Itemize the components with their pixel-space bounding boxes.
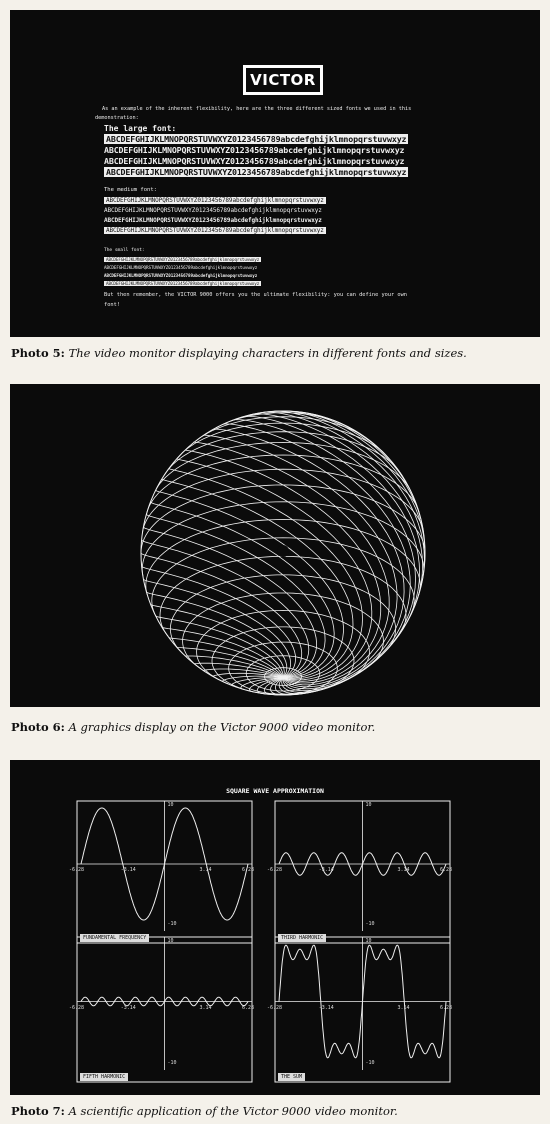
small-font-line: ABCDEFGHIJKLMNOPQRSTUVWXYZ0123456789abcdefghijklmnopqrstuvwxyz [106, 257, 260, 262]
y-max-tick-label: 10 [365, 938, 372, 944]
y-min-tick-label: -10 [167, 1060, 177, 1066]
photo-6-graphics-display [10, 384, 540, 707]
intro-line-2: demonstration: [95, 115, 139, 121]
panel-label: THIRD HARMONIC [278, 934, 326, 942]
large-font-heading: The large font: [104, 124, 177, 133]
large-font-line: ABCDEFGHIJKLMNOPQRSTUVWXYZ0123456789abcdefghijklmnopqrstuvwxyz [104, 145, 405, 155]
x-max-tick-label: 6.28 [440, 867, 453, 873]
y-min-tick-label: -10 [365, 921, 375, 927]
intro-line-1: As an example of the inherent flexibility, here are the three different sized fonts we used in this [102, 106, 412, 112]
medium-font-line: ABCDEFGHIJKLMNOPQRSTUVWXYZ0123456789abcdefghijklmnopqrstuvwxyz [104, 207, 322, 214]
photo-5-caption [11, 346, 541, 360]
x-neg-tick-label: -3.14 [318, 1004, 334, 1011]
victor-logo-text: VICTOR [250, 71, 316, 89]
y-min-tick-label: -10 [365, 1060, 375, 1066]
medium-font-line: ABCDEFGHIJKLMNOPQRSTUVWXYZ0123456789abcdefghijklmnopqrstuvwxyz [106, 227, 324, 234]
photo-6-caption [11, 720, 541, 734]
sphere-spiral-line [185, 656, 283, 678]
small-font-line: ABCDEFGHIJKLMNOPQRSTUVWXYZ0123456789abcdefghijklmnopqrstuvwxyz [104, 265, 258, 270]
x-pos-tick-label: 3.14 [397, 1004, 410, 1011]
x-pos-tick-label: 3.14 [397, 867, 410, 873]
x-pos-tick-label: 3.14 [199, 867, 212, 873]
x-max-tick-label: 6.28 [440, 1004, 453, 1011]
y-max-tick-label: 10 [167, 802, 174, 808]
x-neg-tick-label: -3.14 [120, 1004, 136, 1011]
x-min-tick-label: -6.28 [267, 1004, 283, 1011]
panel-label: FIFTH HARMONIC [80, 1073, 128, 1081]
panel-label: FUNDAMENTAL FREQUENCY [80, 934, 149, 942]
victor-logo [243, 65, 323, 95]
small-font-line: ABCDEFGHIJKLMNOPQRSTUVWXYZ0123456789abcdefghijklmnopqrstuvwxyz [106, 281, 260, 286]
wave-plot-panel [77, 937, 255, 1082]
graph-title: SQUARE WAVE APPROXIMATION [226, 787, 324, 795]
medium-font-heading: The medium font: [104, 187, 157, 193]
small-font-heading: The small font: [104, 248, 145, 253]
small-font-line: ABCDEFGHIJKLMNOPQRSTUVWXYZ0123456789abcdefghijklmnopqrstuvwxyz [104, 273, 258, 278]
outro-line-1: But then remember, the VICTOR 9000 offers you the ultimate flexibility: you can define your own [104, 292, 407, 298]
sphere-spiral-line [146, 514, 325, 677]
sphere-graphic [10, 384, 540, 707]
sphere-spiral-line [141, 553, 302, 678]
y-max-tick-label: 10 [167, 938, 174, 944]
wave-plot-panel [275, 937, 453, 1082]
sphere-pole [277, 545, 289, 557]
sphere-spiral-line [249, 412, 416, 692]
x-neg-tick-label: -3.14 [120, 867, 136, 873]
photo-5-caption-text: The video monitor displaying characters in different fonts and sizes. [68, 346, 467, 360]
photo-5-font-display [10, 10, 540, 337]
sphere-spiral-line [242, 416, 420, 693]
x-min-tick-label: -6.28 [69, 1004, 85, 1011]
photo-5-caption-label: Photo 5: [11, 346, 65, 360]
x-max-tick-label: 6.28 [242, 867, 255, 873]
medium-font-line: ABCDEFGHIJKLMNOPQRSTUVWXYZ0123456789abcdefghijklmnopqrstuvwxyz [104, 217, 322, 224]
photo-7-caption-label: Photo 7: [11, 1104, 65, 1118]
photo-6-caption-label: Photo 6: [11, 720, 65, 734]
large-font-line: ABCDEFGHIJKLMNOPQRSTUVWXYZ0123456789abcdefghijklmnopqrstuvwxyz [106, 134, 407, 144]
x-neg-tick-label: -3.14 [318, 867, 334, 873]
photo-7-caption [11, 1104, 541, 1118]
sphere-latitude-line [142, 469, 423, 533]
photo-7-scientific-display [10, 760, 540, 1095]
outro-line-2: font! [104, 302, 120, 308]
x-max-tick-label: 6.28 [242, 1004, 255, 1011]
wave-plot-panel [275, 801, 453, 943]
wave-plot-panel [77, 801, 255, 943]
x-min-tick-label: -6.28 [69, 867, 85, 873]
y-min-tick-label: -10 [167, 921, 177, 927]
y-max-tick-label: 10 [365, 802, 372, 808]
large-font-line: ABCDEFGHIJKLMNOPQRSTUVWXYZ0123456789abcdefghijklmnopqrstuvwxyz [104, 156, 405, 166]
x-pos-tick-label: 3.14 [199, 1004, 212, 1011]
photo-7-caption-text: A scientific application of the Victor 9000 video monitor. [68, 1104, 398, 1118]
large-font-line: ABCDEFGHIJKLMNOPQRSTUVWXYZ0123456789abcdefghijklmnopqrstuvwxyz [106, 167, 407, 177]
medium-font-line: ABCDEFGHIJKLMNOPQRSTUVWXYZ0123456789abcdefghijklmnopqrstuvwxyz [106, 197, 324, 204]
wave-plots [10, 760, 540, 1095]
photo-6-caption-text: A graphics display on the Victor 9000 video monitor. [68, 720, 376, 734]
x-min-tick-label: -6.28 [267, 867, 283, 873]
panel-label: THE SUM [278, 1073, 305, 1081]
